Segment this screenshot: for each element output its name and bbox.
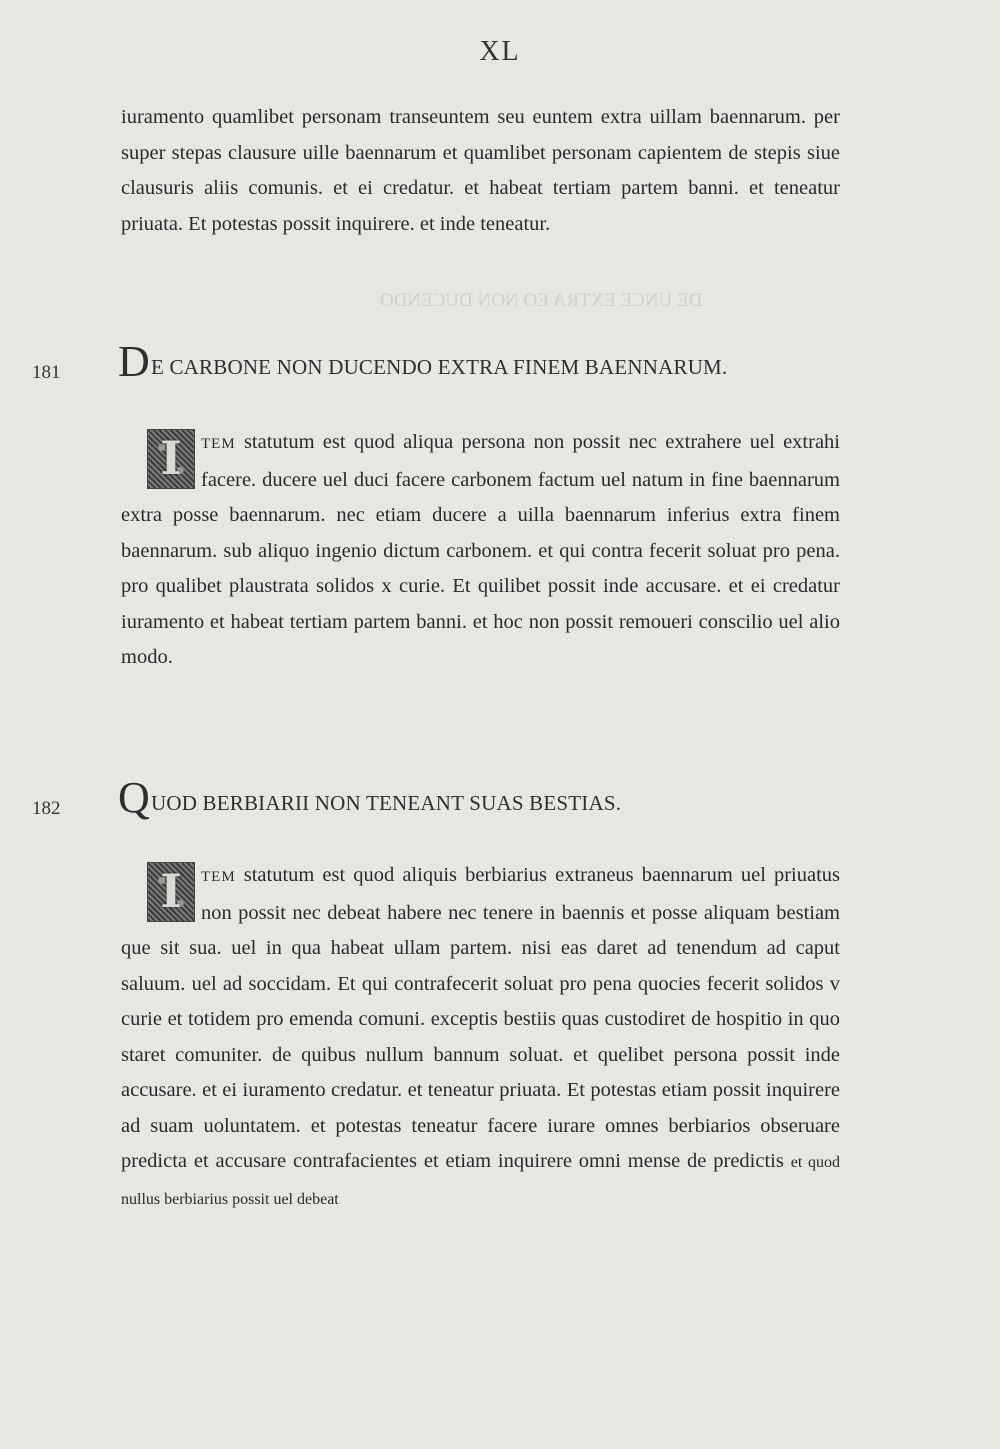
section-body-text: statutum est quod aliquis berbiarius extraneus baennarum uel priuatus non possit nec debeat habere nec tenere in baennis et posse aliquam bestiam que sit sua. uel in qua habeat ullam partem. nisi eas daret ad tenendum ad caput saluum. uel ad soccidam. Et qui contrafecerit soluat pro pena quocies fecerit solidos v curie et totidem pro emenda comuni. exceptis bestiis quas custodiret de hospitio in quo staret comuniter. de quibus nullum bannum soluat. et quelibet persona possit inde accusare. et ei iuramento credatur. et teneatur priuata. Et potestas etiam possit inquirere ad suam uoluntatem. et potestas teneatur facere iurare omnes berbiarios obseruare predicta et accusare contrafacientes et etiam inquirere omni mense de predictis: [121, 864, 841, 1172]
first-word: TEM: [201, 869, 236, 885]
section-number: 181: [32, 362, 61, 383]
section-number: 182: [32, 798, 61, 819]
heading-initial: Q: [118, 773, 150, 822]
ornamental-initial-icon: I: [147, 429, 195, 489]
catchword-tail: et quod nullus berbiarius possit uel debeat: [121, 1154, 841, 1208]
heading-text: E CARBONE NON DUCENDO EXTRA FINEM BAENNARUM.: [150, 355, 728, 379]
section-body: [121, 425, 840, 676]
page-number: XL: [479, 36, 521, 67]
section-body: [121, 858, 840, 1217]
bleed-through-text: DE UNCE EXTRA EO NON DUCENDO: [380, 290, 703, 311]
heading-text: UOD BERBIARII NON TENEANT SUAS BESTIAS.: [150, 791, 622, 815]
section-heading: [118, 773, 858, 822]
ornamental-initial-icon: I: [147, 862, 195, 922]
section-body-text: statutum est quod aliqua persona non possit nec extrahere uel extrahi facere. ducere uel duci facere carbonem factum uel natum in fine baennarum extra posse baennarum. nec etiam ducere a uilla baennarum inferius extra finem baennarum. sub aliquo ingenio dictum carbonem. et qui contra fecerit soluat pro pena. pro qualibet plaustrata solidos x curie. Et quilibet possit inde accusare. et ei credatur iuramento et habeat tertiam partem banni. et hoc non possit remoueri conscilio uel alio modo.: [121, 431, 840, 668]
section-heading: [118, 337, 858, 386]
first-word: TEM: [201, 436, 236, 452]
intro-paragraph: iuramento quamlibet personam transeuntem seu euntem extra uillam baennarum. per super stepas clausure uille baennarum et quamlibet personam capientem de stepis siue clausuris aliis comunis. et ei credatur. et habeat tertiam partem banni. et teneatur priuata. Et potestas possit inquirere. et inde teneatur.: [121, 106, 840, 235]
heading-initial: D: [118, 337, 150, 386]
